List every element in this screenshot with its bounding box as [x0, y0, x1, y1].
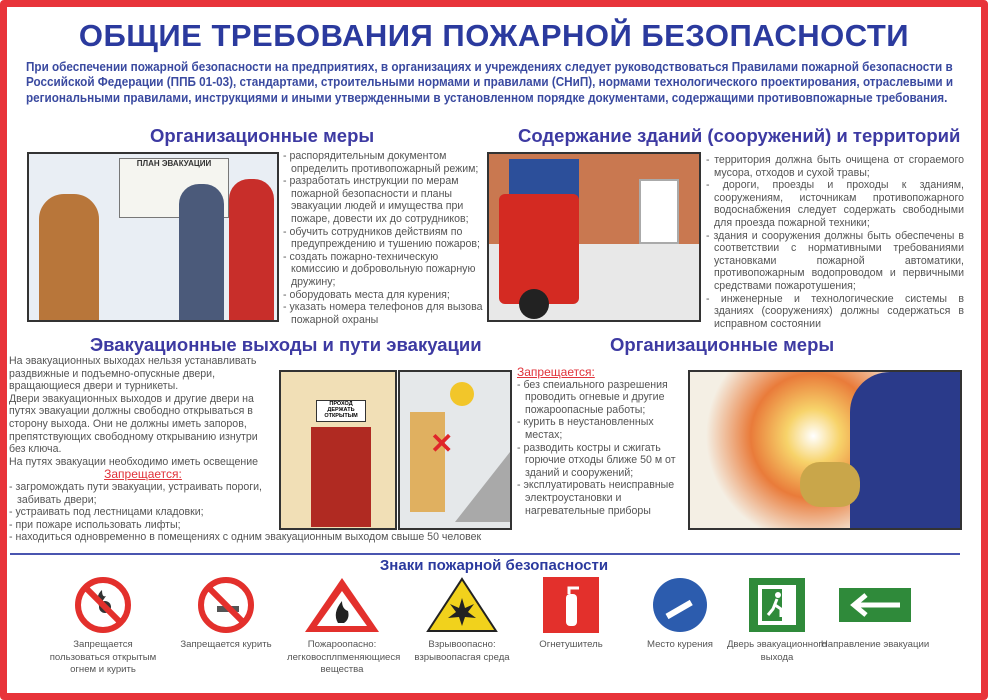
- sign-evacuation-direction: [820, 575, 930, 652]
- org-measures-list: [283, 150, 488, 326]
- list-item: - при пожаре использовать лифты;: [9, 518, 181, 531]
- no-open-flame-icon: [74, 576, 132, 634]
- list-item: - территория должна быть очищена от сгораемого мусора, отходов и сухой травы;: [706, 154, 964, 179]
- intro-text: При обеспечении пожарной безопасности на предприятиях, в организациях и учреждениях следует руководствоваться Правилами пожарной безопасности в Российской Федерации (ППБ 01-03), стандартами, строительными нормами и правилами (СНиП), нормами технологического проектирования, отраслевыми и региональными правилами, инструкциями и иными утвержденными в установленном порядке документами, содержащими противовпожарные требования.: [26, 60, 954, 105]
- evacuation-plan-illustration: [27, 152, 279, 322]
- list-item: - загромождать пути эвакуации, устраивать пороги, забивать двери;: [9, 480, 262, 506]
- sign-label: Запрещается курить: [180, 639, 272, 650]
- door-sign: ПРОХОД ДЕРЖАТЬ ОТКРЫТЫМ: [316, 400, 366, 422]
- heading-org-measures: Организационные меры: [150, 125, 375, 146]
- paragraph: На путях эвакуации необходимо иметь освещение: [9, 455, 259, 468]
- evacuation-door-illustration: [279, 370, 397, 530]
- sign-label: Запрещается пользоваться открытым огнем и курить: [49, 639, 157, 675]
- smoking-area-icon: [651, 576, 709, 634]
- heading-buildings: Содержание зданий (сооружений) и территорий: [518, 125, 961, 146]
- list-item: - дороги, проезды и проходы к зданиям, сооружениям, источникам противопожарного водоснабжения следует содержать свободными для проезда пожарной техники;: [706, 179, 964, 229]
- list-item: - разработать инструкции по мерам пожарной безопасности и планы эвакуации людей и имущества при пожаре, довести их до сотрудников;: [283, 175, 469, 225]
- paragraph: На эвакуационных выходах нельзя устанавливать раздвижные и подъемно-опускные двери, вращающиеся двери и турникеты.: [9, 355, 257, 393]
- evacuation-arrow-icon: [838, 587, 912, 623]
- welding-illustration: [688, 370, 962, 530]
- list-item: - обучить сотрудников действиям по предупреждению и тушению пожаров;: [283, 225, 481, 251]
- sign-label: Место курения: [646, 639, 714, 650]
- list-item: - эксплуатировать неисправные электроустановки и нагревательные приборы: [517, 479, 675, 517]
- buildings-list: [706, 154, 964, 330]
- list-item: - курить в неустановленных местах;: [517, 416, 654, 441]
- sign-emergency-exit: [722, 575, 832, 664]
- page-title: ОБЩИЕ ТРЕБОВАНИЯ ПОЖАРНОЙ БЕЗОПАСНОСТИ: [78, 18, 910, 53]
- plan-label: ПЛАН ЭВАКУАЦИИ: [119, 158, 229, 218]
- no-smoking-icon: [197, 576, 255, 634]
- sign-label: Огнетушитель: [539, 639, 603, 650]
- list-item: - распорядительным документом определить противопожарный режим;: [283, 150, 479, 175]
- list-item: - инженерные и технологические системы в зданиях (сооружениях) должны содержаться в исправном состоянии: [706, 292, 964, 330]
- emergency-exit-icon: [748, 577, 806, 633]
- sign-label: Направление эвакуации: [820, 639, 930, 650]
- explosive-warning-icon: [426, 576, 498, 634]
- list-item: - без спеиального разрешения проводить огневые и другие пожароопасные работы;: [517, 378, 668, 416]
- sign-label: Пожароопасно: легковосплпменяющиеся вещества: [287, 639, 401, 675]
- paragraph: Двери эвакуационных выходов и другие двери на путях эвакуации должны свободно открываться в сторону выхода. Они не должны иметь запоров, препятствующих свободному открыванию изнутри без ключа.: [9, 392, 258, 456]
- org-measures-2-text: [517, 366, 689, 517]
- fire-truck-illustration: [487, 152, 701, 322]
- heading-org-measures-2: Организационные меры: [610, 334, 835, 355]
- list-item: - указать номера телефонов для вызова пожарной охраны: [283, 301, 483, 326]
- sign-label: Взрывоопасно: взрывоопасгая среда: [414, 639, 510, 663]
- sign-no-smoking: [171, 575, 281, 652]
- sign-flammable: [287, 575, 401, 677]
- stairs-storage-illustration: ✕: [398, 370, 512, 530]
- sign-label: Дверь эвакуационного выхода: [726, 639, 828, 663]
- forbidden-label: Запрещается:: [517, 365, 595, 379]
- list-item: - здания и сооружения должны быть обеспечены в соответствии с нормативными требованиями установками пожарной автоматики, противопожарным водопроводом и первичными средствами пожаротушения;: [706, 229, 964, 292]
- forbidden-label: Запрещается:: [104, 467, 182, 482]
- sign-explosive: [407, 575, 517, 664]
- list-item: - разводить костры и сжигать горючие отходы ближе 50 м от зданий и сооружений;: [517, 441, 676, 479]
- sign-fire-extinguisher: [516, 575, 626, 652]
- sign-no-open-flame: [48, 575, 158, 677]
- signs-heading: Знаки пожарной безопасности: [379, 557, 609, 574]
- sign-smoking-area: [625, 575, 735, 652]
- divider: [10, 553, 960, 555]
- heading-evacuation: Эвакуационные выходы и пути эвакуации: [90, 334, 482, 355]
- flammable-warning-icon: [302, 575, 382, 635]
- list-item: - устраивать под лестницами кладовки;: [9, 506, 204, 519]
- fire-extinguisher-icon: [542, 576, 600, 634]
- list-item: - оборудовать места для курения;: [283, 288, 450, 301]
- list-item: - создать пожарно-техническую комиссию и добровольную пожарную дружину;: [283, 250, 476, 288]
- list-item: - находиться одновременно в помещениях с одним эвакуационным выходом свыше 50 человек: [9, 531, 482, 544]
